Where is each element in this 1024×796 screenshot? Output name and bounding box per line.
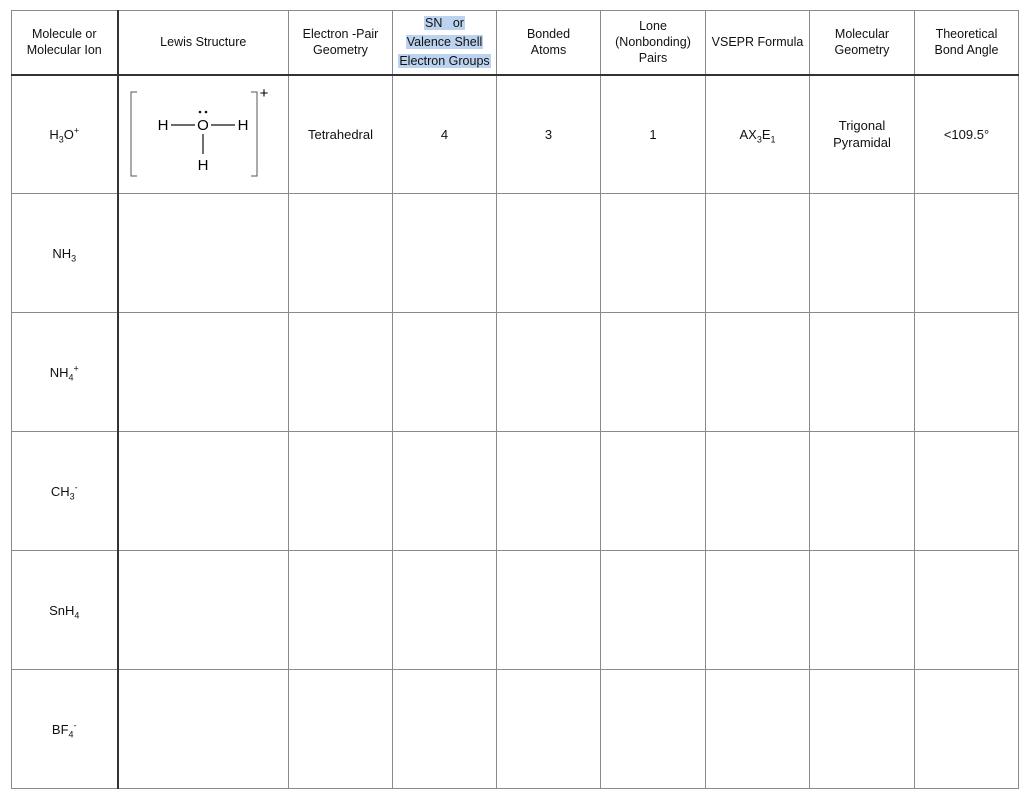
- bond-angle-cell[interactable]: [915, 194, 1019, 313]
- species-cell: [12, 432, 118, 551]
- table-row: [12, 432, 1019, 551]
- electron-pair-geometry-cell[interactable]: [289, 313, 393, 432]
- molecular-geometry-cell[interactable]: [810, 551, 915, 670]
- table-row: [12, 551, 1019, 670]
- vsepr-formula: $AX_3E_1$: [739, 126, 776, 145]
- bond-angle-cell[interactable]: [915, 313, 1019, 432]
- lewis-atom-h-right: H: [237, 117, 249, 135]
- lone-pairs-cell[interactable]: [601, 432, 706, 551]
- bond-angle-cell[interactable]: [915, 432, 1019, 551]
- bonded-atoms-cell[interactable]: [497, 670, 601, 789]
- lone-pairs-cell[interactable]: [601, 313, 706, 432]
- lewis-structure-cell[interactable]: [118, 194, 289, 313]
- bonded-atoms-cell[interactable]: [497, 551, 601, 670]
- species-cell: [12, 670, 118, 789]
- bonded-atoms-cell: 3: [497, 75, 601, 194]
- species-formula: $NH_3$: [52, 245, 77, 264]
- species-cell: [12, 194, 118, 313]
- sn-cell[interactable]: [393, 313, 497, 432]
- lone-pairs-cell[interactable]: [601, 670, 706, 789]
- lewis-structure-cell[interactable]: [118, 551, 289, 670]
- bonded-atoms-cell[interactable]: [497, 194, 601, 313]
- molecular-geometry-cell[interactable]: [810, 432, 915, 551]
- header-sn: SN or Valence Shell Electron Groups: [393, 11, 497, 75]
- vsepr-formula-cell[interactable]: [706, 432, 810, 551]
- table-header-row: [12, 11, 1019, 75]
- sn-cell: 4: [393, 75, 497, 194]
- species-formula: $NH_4^+$: [49, 363, 79, 383]
- bond-angle-cell: <109.5°: [915, 75, 1019, 194]
- lewis-atom-o: O: [197, 117, 210, 135]
- lewis-structure-cell[interactable]: [118, 670, 289, 789]
- lone-pairs-cell[interactable]: [601, 551, 706, 670]
- electron-pair-geometry-cell: Tetrahedral: [289, 75, 393, 194]
- electron-pair-geometry-cell[interactable]: [289, 670, 393, 789]
- electron-pair-geometry-cell[interactable]: [289, 551, 393, 670]
- species-formula: $H_3O^+$: [49, 125, 80, 145]
- sn-cell[interactable]: [393, 432, 497, 551]
- lone-pairs-cell[interactable]: [601, 194, 706, 313]
- header-bonded-atoms: Bonded Atoms: [497, 11, 601, 75]
- molecular-geometry-cell[interactable]: [810, 194, 915, 313]
- lone-pairs-cell: 1: [601, 75, 706, 194]
- vsepr-formula-cell: [706, 75, 810, 194]
- lewis-structure-diagram: [123, 84, 283, 184]
- molecular-geometry-cell[interactable]: [810, 313, 915, 432]
- lone-pair-dot: [205, 111, 208, 114]
- lewis-structure-cell[interactable]: [118, 432, 289, 551]
- header-molecular-geometry: Molecular Geometry: [810, 11, 915, 75]
- lewis-atom-h-left: H: [157, 117, 169, 135]
- bond-angle-cell[interactable]: [915, 670, 1019, 789]
- vsepr-formula-cell[interactable]: [706, 313, 810, 432]
- table-row: [12, 194, 1019, 313]
- species-formula: SnH$_4$: [49, 602, 80, 621]
- species-formula: $CH_3^-$: [50, 482, 78, 502]
- header-electron-pair-geometry: Electron -Pair Geometry: [289, 11, 393, 75]
- lewis-structure-cell[interactable]: [118, 313, 289, 432]
- table-row: [12, 313, 1019, 432]
- electron-pair-geometry-cell[interactable]: [289, 432, 393, 551]
- lewis-atom-h-bottom: H: [197, 157, 209, 175]
- header-bond-angle: Theoretical Bond Angle: [915, 11, 1019, 75]
- vsepr-formula-cell[interactable]: [706, 551, 810, 670]
- header-lone-pairs: Lone (Nonbonding) Pairs: [601, 11, 706, 75]
- bonded-atoms-cell[interactable]: [497, 432, 601, 551]
- bond-angle-cell[interactable]: [915, 551, 1019, 670]
- vsepr-table: [11, 10, 1019, 789]
- sn-cell[interactable]: [393, 194, 497, 313]
- vsepr-formula-cell[interactable]: [706, 670, 810, 789]
- lewis-structure-cell: [118, 75, 289, 194]
- header-lewis-structure: Lewis Structure: [118, 11, 289, 75]
- sn-cell[interactable]: [393, 551, 497, 670]
- species-cell: [12, 551, 118, 670]
- table-row: [12, 75, 1019, 194]
- molecular-geometry-cell[interactable]: [810, 670, 915, 789]
- header-vsepr-formula: VSEPR Formula: [706, 11, 810, 75]
- vsepr-formula-cell[interactable]: [706, 194, 810, 313]
- bonded-atoms-cell[interactable]: [497, 313, 601, 432]
- species-cell: [12, 75, 118, 194]
- species-cell: [12, 313, 118, 432]
- electron-pair-geometry-cell[interactable]: [289, 194, 393, 313]
- header-molecule: Molecule or Molecular Ion: [12, 11, 118, 75]
- lone-pair-dot: [199, 111, 202, 114]
- species-formula: $BF_4^-$: [51, 720, 77, 740]
- molecular-geometry-cell: Trigonal Pyramidal: [810, 75, 915, 194]
- table-row: [12, 670, 1019, 789]
- lewis-charge: +: [259, 85, 269, 103]
- sn-cell[interactable]: [393, 670, 497, 789]
